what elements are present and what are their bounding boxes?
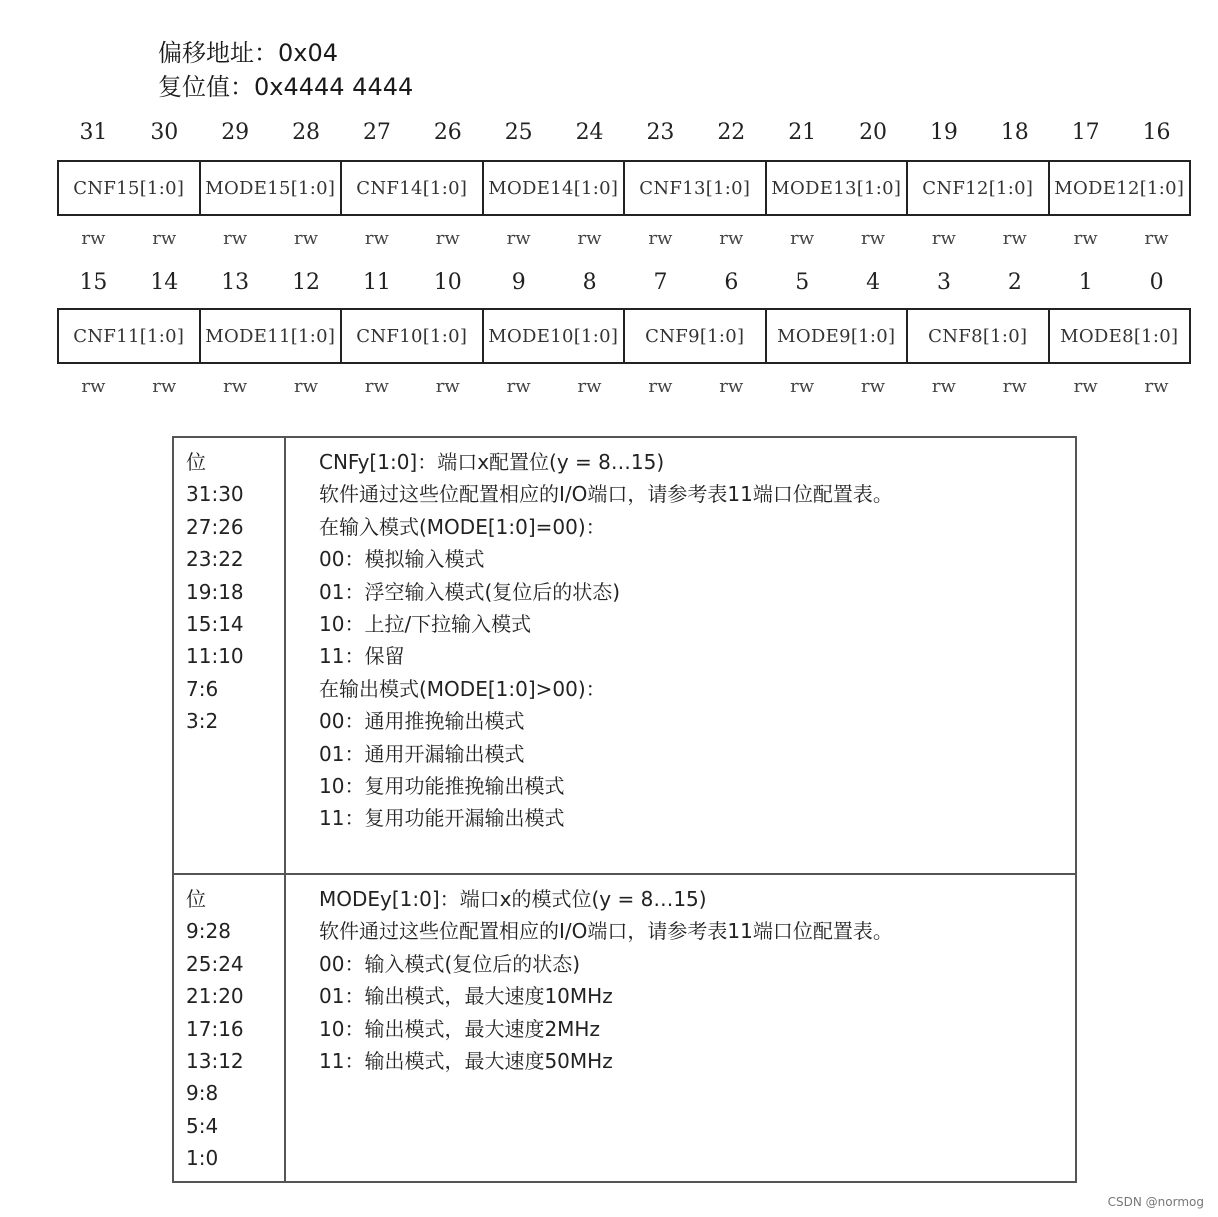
register-field: CNF14[1:0] <box>342 162 484 214</box>
bit-number: 16 <box>1142 120 1171 145</box>
description-line: 01：输出模式，最大速度10MHz <box>319 984 613 1009</box>
access-row-high <box>58 228 1192 249</box>
access-type: rw <box>931 376 956 397</box>
access-type: rw <box>506 228 531 249</box>
description-line: 11：保留 <box>319 644 405 669</box>
offset-address: 偏移地址：0x04 <box>158 39 339 67</box>
access-type: rw <box>577 228 602 249</box>
register-field: CNF13[1:0] <box>625 162 767 214</box>
access-type: rw <box>648 228 673 249</box>
register-field: MODE9[1:0] <box>767 310 909 362</box>
bit-number: 24 <box>575 120 604 145</box>
description-line: 10：输出模式，最大速度2MHz <box>319 1016 600 1041</box>
access-type: rw <box>1002 228 1027 249</box>
bit-number: 21 <box>788 120 817 145</box>
description-line: 软件通过这些位配置相应的I/O端口，请参考表11端口位配置表。 <box>319 919 893 944</box>
access-type: rw <box>1073 376 1098 397</box>
bit-range: 17:16 <box>186 1016 244 1041</box>
access-type: rw <box>152 228 177 249</box>
access-type: rw <box>1002 376 1027 397</box>
access-type: rw <box>719 376 744 397</box>
register-field: MODE10[1:0] <box>484 310 626 362</box>
bit-number: 13 <box>221 270 250 295</box>
register-field: CNF15[1:0] <box>59 162 201 214</box>
bit-numbers-high <box>58 120 1192 145</box>
register-field: MODE8[1:0] <box>1060 325 1179 347</box>
description-line: CNFy[1:0]：端口x配置位(y = 8…15) <box>319 450 665 474</box>
field-row-high <box>57 160 1191 216</box>
register-field: CNF8[1:0] <box>908 310 1050 362</box>
register-field: CNF9[1:0] <box>625 310 767 362</box>
access-type: rw <box>81 376 106 397</box>
bit-number: 8 <box>582 270 597 295</box>
bit-range: 位 <box>186 450 206 474</box>
bit-number: 30 <box>150 120 179 145</box>
bit-range: 13:12 <box>186 1049 244 1074</box>
bit-numbers-low <box>58 270 1192 295</box>
access-type: rw <box>364 376 389 397</box>
description-line: 在输出模式(MODE[1:0]>00)： <box>319 676 606 701</box>
description-line: 11：输出模式，最大速度50MHz <box>319 1049 613 1074</box>
bit-number: 22 <box>717 120 746 145</box>
description-line: 00：输入模式(复位后的状态) <box>319 951 581 976</box>
cnf-description-row <box>173 437 1076 874</box>
mode-text-cell <box>285 874 1076 1182</box>
description-line: 10：复用功能推挽输出模式 <box>319 774 565 799</box>
register-field: MODE13[1:0] <box>767 162 909 214</box>
bit-number: 23 <box>646 120 675 145</box>
watermark: CSDN @normog <box>1107 1195 1204 1209</box>
bit-number: 0 <box>1149 270 1164 295</box>
bit-number: 3 <box>936 270 951 295</box>
bit-number: 28 <box>292 120 321 145</box>
register-field: MODE15[1:0] <box>201 162 343 214</box>
bit-range: 3:2 <box>186 709 219 734</box>
access-type: rw <box>435 376 460 397</box>
register-field: MODE11[1:0] <box>201 310 343 362</box>
access-type: rw <box>223 376 248 397</box>
register-field: CNF11[1:0] <box>59 310 201 362</box>
description-line: 01：通用开漏输出模式 <box>319 741 525 766</box>
bit-number: 10 <box>433 270 462 295</box>
access-type: rw <box>861 376 886 397</box>
bit-range: 位 <box>186 887 206 911</box>
bit-number: 15 <box>79 270 108 295</box>
bit-range: 23:22 <box>186 547 244 572</box>
bit-number: 25 <box>504 120 533 145</box>
register-field: MODE12[1:0] <box>1054 177 1185 199</box>
access-type: rw <box>719 228 744 249</box>
mode-description-row <box>173 874 1076 1182</box>
bit-number: 6 <box>724 270 739 295</box>
description-line: 00：模拟输入模式 <box>319 547 485 572</box>
bit-number: 29 <box>221 120 250 145</box>
bit-range: 21:20 <box>186 984 244 1009</box>
description-line: 00：通用推挽输出模式 <box>319 709 525 734</box>
access-row-low <box>58 376 1192 397</box>
bit-range: 5:4 <box>186 1113 219 1138</box>
bit-number: 14 <box>150 270 179 295</box>
bit-number: 11 <box>362 270 391 295</box>
access-type: rw <box>294 376 319 397</box>
description-line: 在输入模式(MODE[1:0]=00)： <box>319 514 606 539</box>
bit-description-table <box>172 436 1077 1183</box>
access-type: rw <box>152 376 177 397</box>
bit-number: 2 <box>1007 270 1022 295</box>
access-type: rw <box>435 228 460 249</box>
description-line: 11：复用功能开漏输出模式 <box>319 806 565 831</box>
bit-number: 20 <box>859 120 888 145</box>
access-type: rw <box>790 376 815 397</box>
access-type: rw <box>364 228 389 249</box>
access-type: rw <box>1144 228 1169 249</box>
access-type: rw <box>294 228 319 249</box>
bit-number: 12 <box>292 270 321 295</box>
bit-range: 7:6 <box>186 676 219 701</box>
bit-number: 17 <box>1071 120 1100 145</box>
access-type: rw <box>1144 376 1169 397</box>
bit-range: 31:30 <box>186 482 244 507</box>
access-type: rw <box>577 376 602 397</box>
register-header <box>158 36 413 104</box>
description-line: 10：上拉/下拉输入模式 <box>319 612 532 637</box>
bit-number: 9 <box>511 270 526 295</box>
description-line: 01：浮空输入模式(复位后的状态) <box>319 579 621 604</box>
description-line: MODEy[1:0]：端口x的模式位(y = 8…15) <box>319 887 707 911</box>
cnf-bits-cell <box>173 437 285 874</box>
access-type: rw <box>81 228 106 249</box>
bit-number: 7 <box>653 270 668 295</box>
bit-number: 27 <box>362 120 391 145</box>
bit-number: 18 <box>1000 120 1029 145</box>
access-type: rw <box>648 376 673 397</box>
bit-range: 25:24 <box>186 951 244 976</box>
bit-number: 31 <box>79 120 108 145</box>
bit-range: 1:0 <box>186 1146 219 1171</box>
access-type: rw <box>790 228 815 249</box>
bit-range: 9:28 <box>186 919 231 944</box>
access-type: rw <box>1073 228 1098 249</box>
access-type: rw <box>931 228 956 249</box>
bit-range: 11:10 <box>186 644 244 669</box>
access-type: rw <box>861 228 886 249</box>
bit-number: 19 <box>929 120 958 145</box>
bit-range: 15:14 <box>186 612 244 637</box>
bit-number: 4 <box>866 270 881 295</box>
mode-bits-cell <box>173 874 285 1182</box>
field-row-low <box>57 308 1191 364</box>
access-type: rw <box>506 376 531 397</box>
cnf-text-cell <box>285 437 1076 874</box>
bit-number: 1 <box>1078 270 1093 295</box>
bit-range: 9:8 <box>186 1081 219 1106</box>
bit-range: 27:26 <box>186 514 244 539</box>
description-line: 软件通过这些位配置相应的I/O端口，请参考表11端口位配置表。 <box>319 482 893 507</box>
register-field: MODE14[1:0] <box>484 162 626 214</box>
register-field: CNF10[1:0] <box>342 310 484 362</box>
register-field: CNF12[1:0] <box>908 162 1050 214</box>
bit-number: 26 <box>433 120 462 145</box>
reset-value: 复位值：0x4444 4444 <box>158 73 414 101</box>
bit-number: 5 <box>795 270 810 295</box>
access-type: rw <box>223 228 248 249</box>
bit-range: 19:18 <box>186 579 244 604</box>
